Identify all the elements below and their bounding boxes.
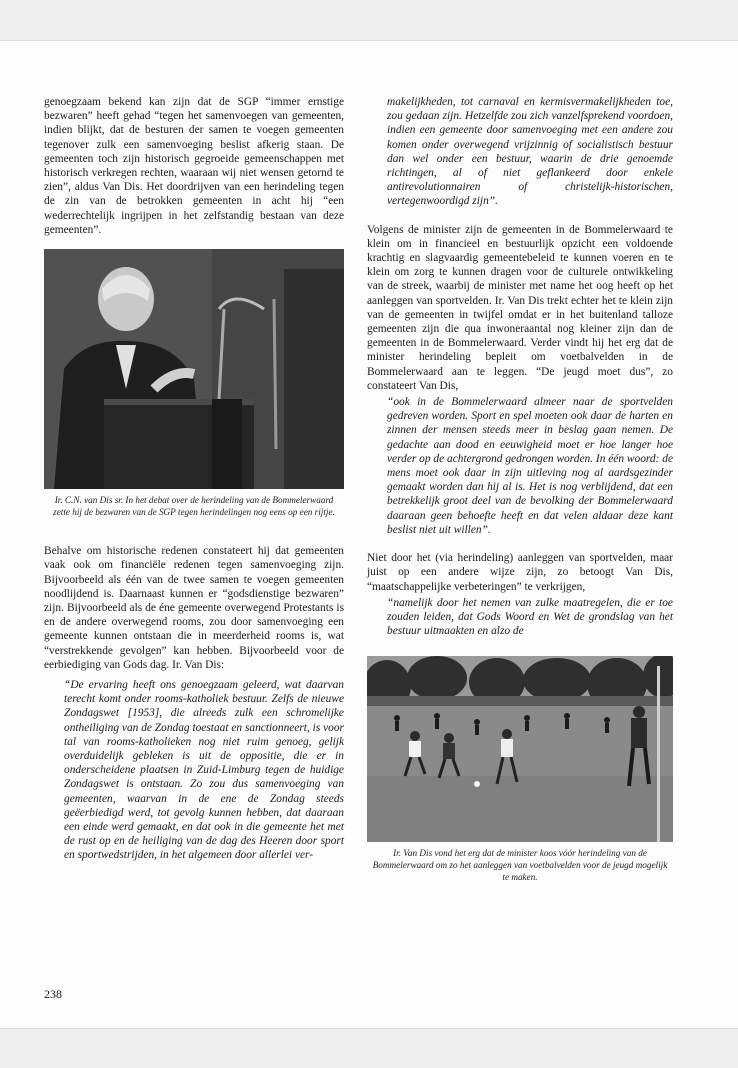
portrait-photo-illustration [44, 249, 344, 489]
football-photo [367, 656, 673, 842]
football-photo-caption: Ir. Van Dis vond het erg dat de minister koos vóór herindeling van de Bommelerwaard om zo het aanleggen van voetbalvelden voor de jeugd mogelijk te maken. [372, 848, 668, 882]
right-quote-continuation: makelijkheden, tot carnaval en kermisvermakelijkheden toe, zou gedaan zijn. Hetzelfde zou zich vanzelfsprekend voordoen, indien een gemeente door samenvoeging met een andere zou komen onder overwegend vrijzinnig of socialistisch bestuur dan wel onder een bestuur, waarin de drie genoemde richtingen, al of niet geflankeerd door enkele antirevolutionnairen of christelijk-historischen, vertegenwoordigd zijn”. [387, 96, 673, 208]
right-column [367, 95, 673, 883]
page-number: 238 [44, 987, 62, 1001]
bottom-margin-band [0, 1028, 738, 1068]
left-column [44, 95, 344, 873]
right-quote-2: “ook in de Bommelerwaard almeer naar de sportvelden gedreven worden. Sport en spel moeten ook daar de harten en zinnen der mensen steeds meer in beslag gaan nemen. De gedachte aan dood en eeuwigheid moet er hoe langer hoe verder op de achtergrond gedrongen worden. In één woord: de mens moet ook daar in zijn uitleving nog al aardsgezinder gemaakt worden dan hij al is. Het is nog verblijdend, dat een betrekkelijk groot deel van de bevolking der Bommelerwaard daaraan geen behoefte heeft en dat velen aldaar deze kant beslist niet uit willen”. [387, 396, 673, 536]
left-quote-1: “De ervaring heeft ons genoegzaam geleerd, wat daarvan terecht komt onder rooms-katholiek bestuur. Zelfs de nieuwe Zondagswet [1953], die alreeds zulk een schromelijke ontheiliging van de Zondag toestaat en sanctionneert, is voor tal van rooms-katholieken nog niet ruim genoeg, gelijk overduidelijk gebleken is uit de oppositie, die er in onderscheidene plaatsen in Zuid-Limburg tegen de huidige Zondagswet is ontstaan. Zo zou dus samenvoeging van gemeenten, waarvan in de ene de Zondag steeds geëerbiedigd werd, tot gevolg kunnen hebben, dat daaraan een einde werd gemaakt, en dat ook in die gemeente het met de rust op en de heiliging van de dag des Heeren door sport en sportwedstrijden, in het algemeen door allerlei ver- [64, 679, 344, 862]
bottom-margin-line [0, 1028, 738, 1029]
portrait-photo-caption: Ir. C.N. van Dis sr. In het debat over de herindeling van de Bommelerwaard zette hij de bezwaren van de SGP tegen herindelingen nog eens op een rijtje. [53, 495, 335, 517]
left-paragraph-1: genoegzaam bekend kan zijn dat de SGP “immer ernstige bezwaren” heeft gehad “tegen het samenvoegen van gemeenten, indien blijkt, dat de besturen der samen te voegen gemeenten tegenover zulk een samenvoeging beslist afkerig staan. De gemeenten toch zijn historisch gegroeide gemeenschappen met historisch verkregen rechten, waaraan wij niet wensen getornd te zien”, aldus Van Dis. Het doordrijven van een herindeling tegen de zin van de betrokken gemeenten in acht hij “een wederrechtelijk ingrijpen in het zelfstandig bestaan van deze gemeenten”. [44, 96, 344, 236]
football-photo-illustration [367, 656, 673, 842]
right-quote-3: “namelijk door het nemen van zulke maatregelen, die er toe zouden leiden, dat Gods Woord en Wet de grondslag van het bestuur uitmaakten en alzo de [387, 596, 673, 638]
right-paragraph-1: Volgens de minister zijn de gemeenten in de Bommelerwaard te klein om in financieel en bestuurlijk opzicht een voldoende krachtig en slagvaardig gemeentebeleid te kunnen voeren en te klein om zorg te kunnen dragen voor de culturele ontwikkeling van de streek, waarbij de minister met name het oog heeft op het aanleggen van sportvelden. Ir. Van Dis trekt echter het te klein zijn van de gemeenten in twijfel omdat er in het buitenland talloze gemeenten zijn die qua inwoneraantal nog kleiner zijn dan de gemeenten in de Bommelerwaard. Verder vindt hij het erg dat de minister herindeling bepleit om voetbalvelden in de Bommelerwaard aan te leggen. “De jeugd moet dus”, zo constateert Van Dis, [367, 223, 673, 392]
right-paragraph-2: Niet door het (via herindeling) aanleggen van sportvelden, maar juist op een andere wijze zijn, zo betoogt Van Dis, “maatschappelijke verbeteringen” te verkrijgen, [367, 552, 673, 593]
left-paragraph-2: Behalve om historische redenen constateert hij dat gemeenten vaak ook om financiële redenen tegen samenvoeging zijn. Bijvoorbeeld als één van de twee samen te voegen gemeenten noodlijdend is. Daarnaast kunnen er “godsdienstige bezwaren” zijn. Bijvoorbeeld als de éne gemeente overwegend Protestants is en de andere overwegend rooms, zou door samenvoeging een gemeente kunnen ontstaan die in meerderheid rooms is, wat “verstrekkende gevolgen” kan hebben. Bijvoorbeeld voor de eerbiediging van Gods dag. Ir. Van Dis: [44, 545, 344, 671]
portrait-photo [44, 249, 344, 489]
